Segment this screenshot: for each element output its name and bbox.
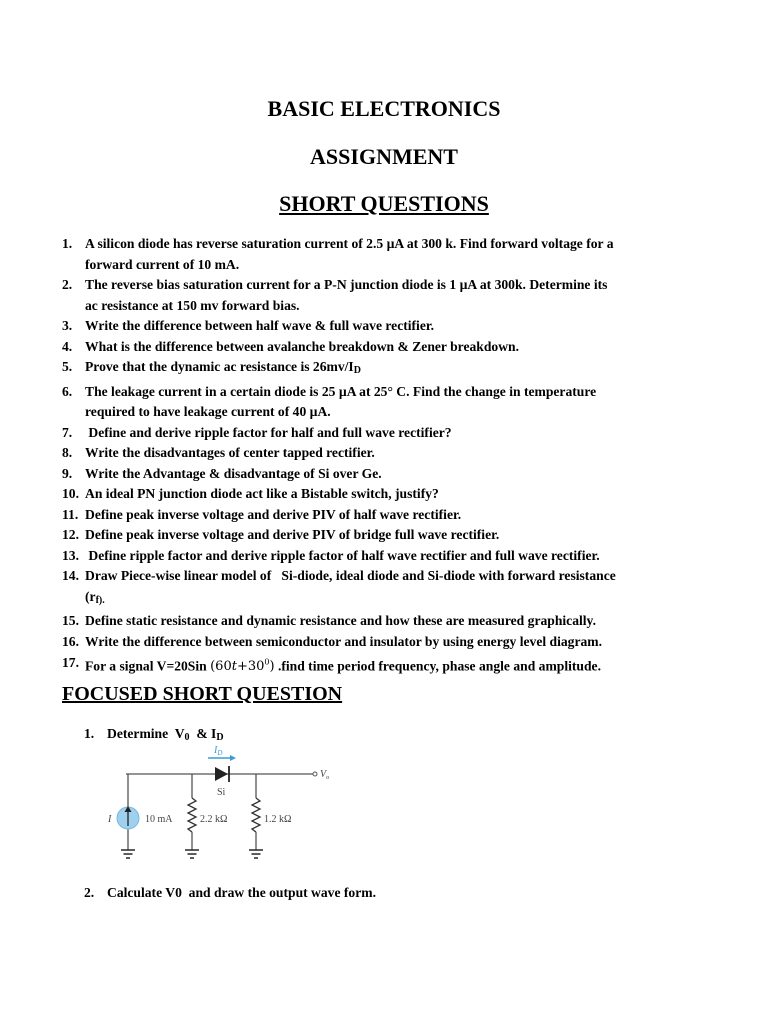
- list-item: 17. For a signal V=20Sin $(60t+30^0)$ .find time period frequency, phase angle and amplitude.: [62, 655, 601, 675]
- output-terminal: [313, 772, 317, 776]
- ground-icon: [249, 850, 263, 858]
- current-source-icon: [117, 806, 139, 829]
- resistor-icon: [252, 798, 260, 832]
- list-item: 5. Prove that the dynamic ac resistance is $26mv/I_D$: [62, 359, 361, 376]
- list-item: 4. What is the difference between avalanche breakdown & Zener breakdown.: [62, 338, 519, 354]
- list-item: 6. The leakage current in a certain diode is 25 µA at 25° C. Find the change in temperature required to have leakage current of 40 µA.: [62, 383, 597, 419]
- list-item: 7. Define and derive ripple factor for half and full wave rectifier?: [62, 424, 452, 440]
- list-item: 16. Write the difference between semiconductor and insulator by using energy level diagram.: [62, 633, 603, 649]
- list-item: 1. Determine $V_0$ & $I_D$: [84, 726, 224, 743]
- list-item: 2. The reverse bias saturation current for a P-N junction diode is 1 µA at 300k. Determine its ac resistance at 150 mv forward bias.: [62, 277, 608, 313]
- resistor-r1-label: 2.2 kΩ: [200, 814, 228, 825]
- list-item: 13. Define ripple factor and derive ripple factor of half wave rectifier and full wave rectifier.: [62, 547, 600, 563]
- ground-icon: [185, 850, 199, 858]
- ground-icon: [121, 850, 135, 858]
- list-item: 3. Write the difference between half wave & full wave rectifier.: [62, 318, 435, 333]
- circuit-diagram: [104, 740, 334, 870]
- list-item: 15. Define static resistance and dynamic resistance and how these are measured graphically.: [62, 613, 596, 628]
- diode-icon: [215, 766, 229, 782]
- short-questions-list: [62, 234, 752, 678]
- source-value-label: 10 mA: [145, 814, 173, 825]
- resistor-r2-label: 1.2 kΩ: [264, 814, 292, 825]
- list-item: 2. Calculate V0 and draw the output wave form.: [84, 885, 376, 900]
- list-item: 9. Write the Advantage & disadvantage of Si over Ge.: [62, 465, 382, 481]
- output-voltage-label: $V_o$: [320, 769, 330, 781]
- list-item: 14. Draw Piece-wise linear model of Si-diode, ideal diode and Si-diode with forward resistance ($r_{f).}$: [62, 568, 616, 606]
- diode-current-label: $I_D$: [214, 745, 223, 757]
- math-expression: $(60t+30^0)$: [210, 658, 275, 675]
- list-item: 10. An ideal PN junction diode act like a Bistable switch, justify?: [62, 486, 439, 501]
- short-questions-heading: SHORT QUESTIONS: [279, 191, 489, 216]
- assignment-heading: ASSIGNMENT: [310, 144, 458, 169]
- list-item: 1. A silicon diode has reverse saturation current of 2.5 µA at 300 k. Find forward voltage for a forward current of 10 mA.: [62, 236, 614, 272]
- diode-label: Si: [217, 787, 226, 798]
- resistor-icon: [188, 798, 196, 832]
- list-item: 8. Write the disadvantages of center tapped rectifier.: [62, 445, 375, 460]
- list-item: 12. Define peak inverse voltage and derive PIV of bridge full wave rectifier.: [62, 527, 500, 542]
- list-item: 11. Define peak inverse voltage and derive PIV of half wave rectifier.: [62, 506, 462, 522]
- document-title: BASIC ELECTRONICS: [267, 96, 501, 121]
- focused-questions-heading: FOCUSED SHORT QUESTION: [62, 683, 343, 705]
- source-current-label: I: [108, 814, 112, 825]
